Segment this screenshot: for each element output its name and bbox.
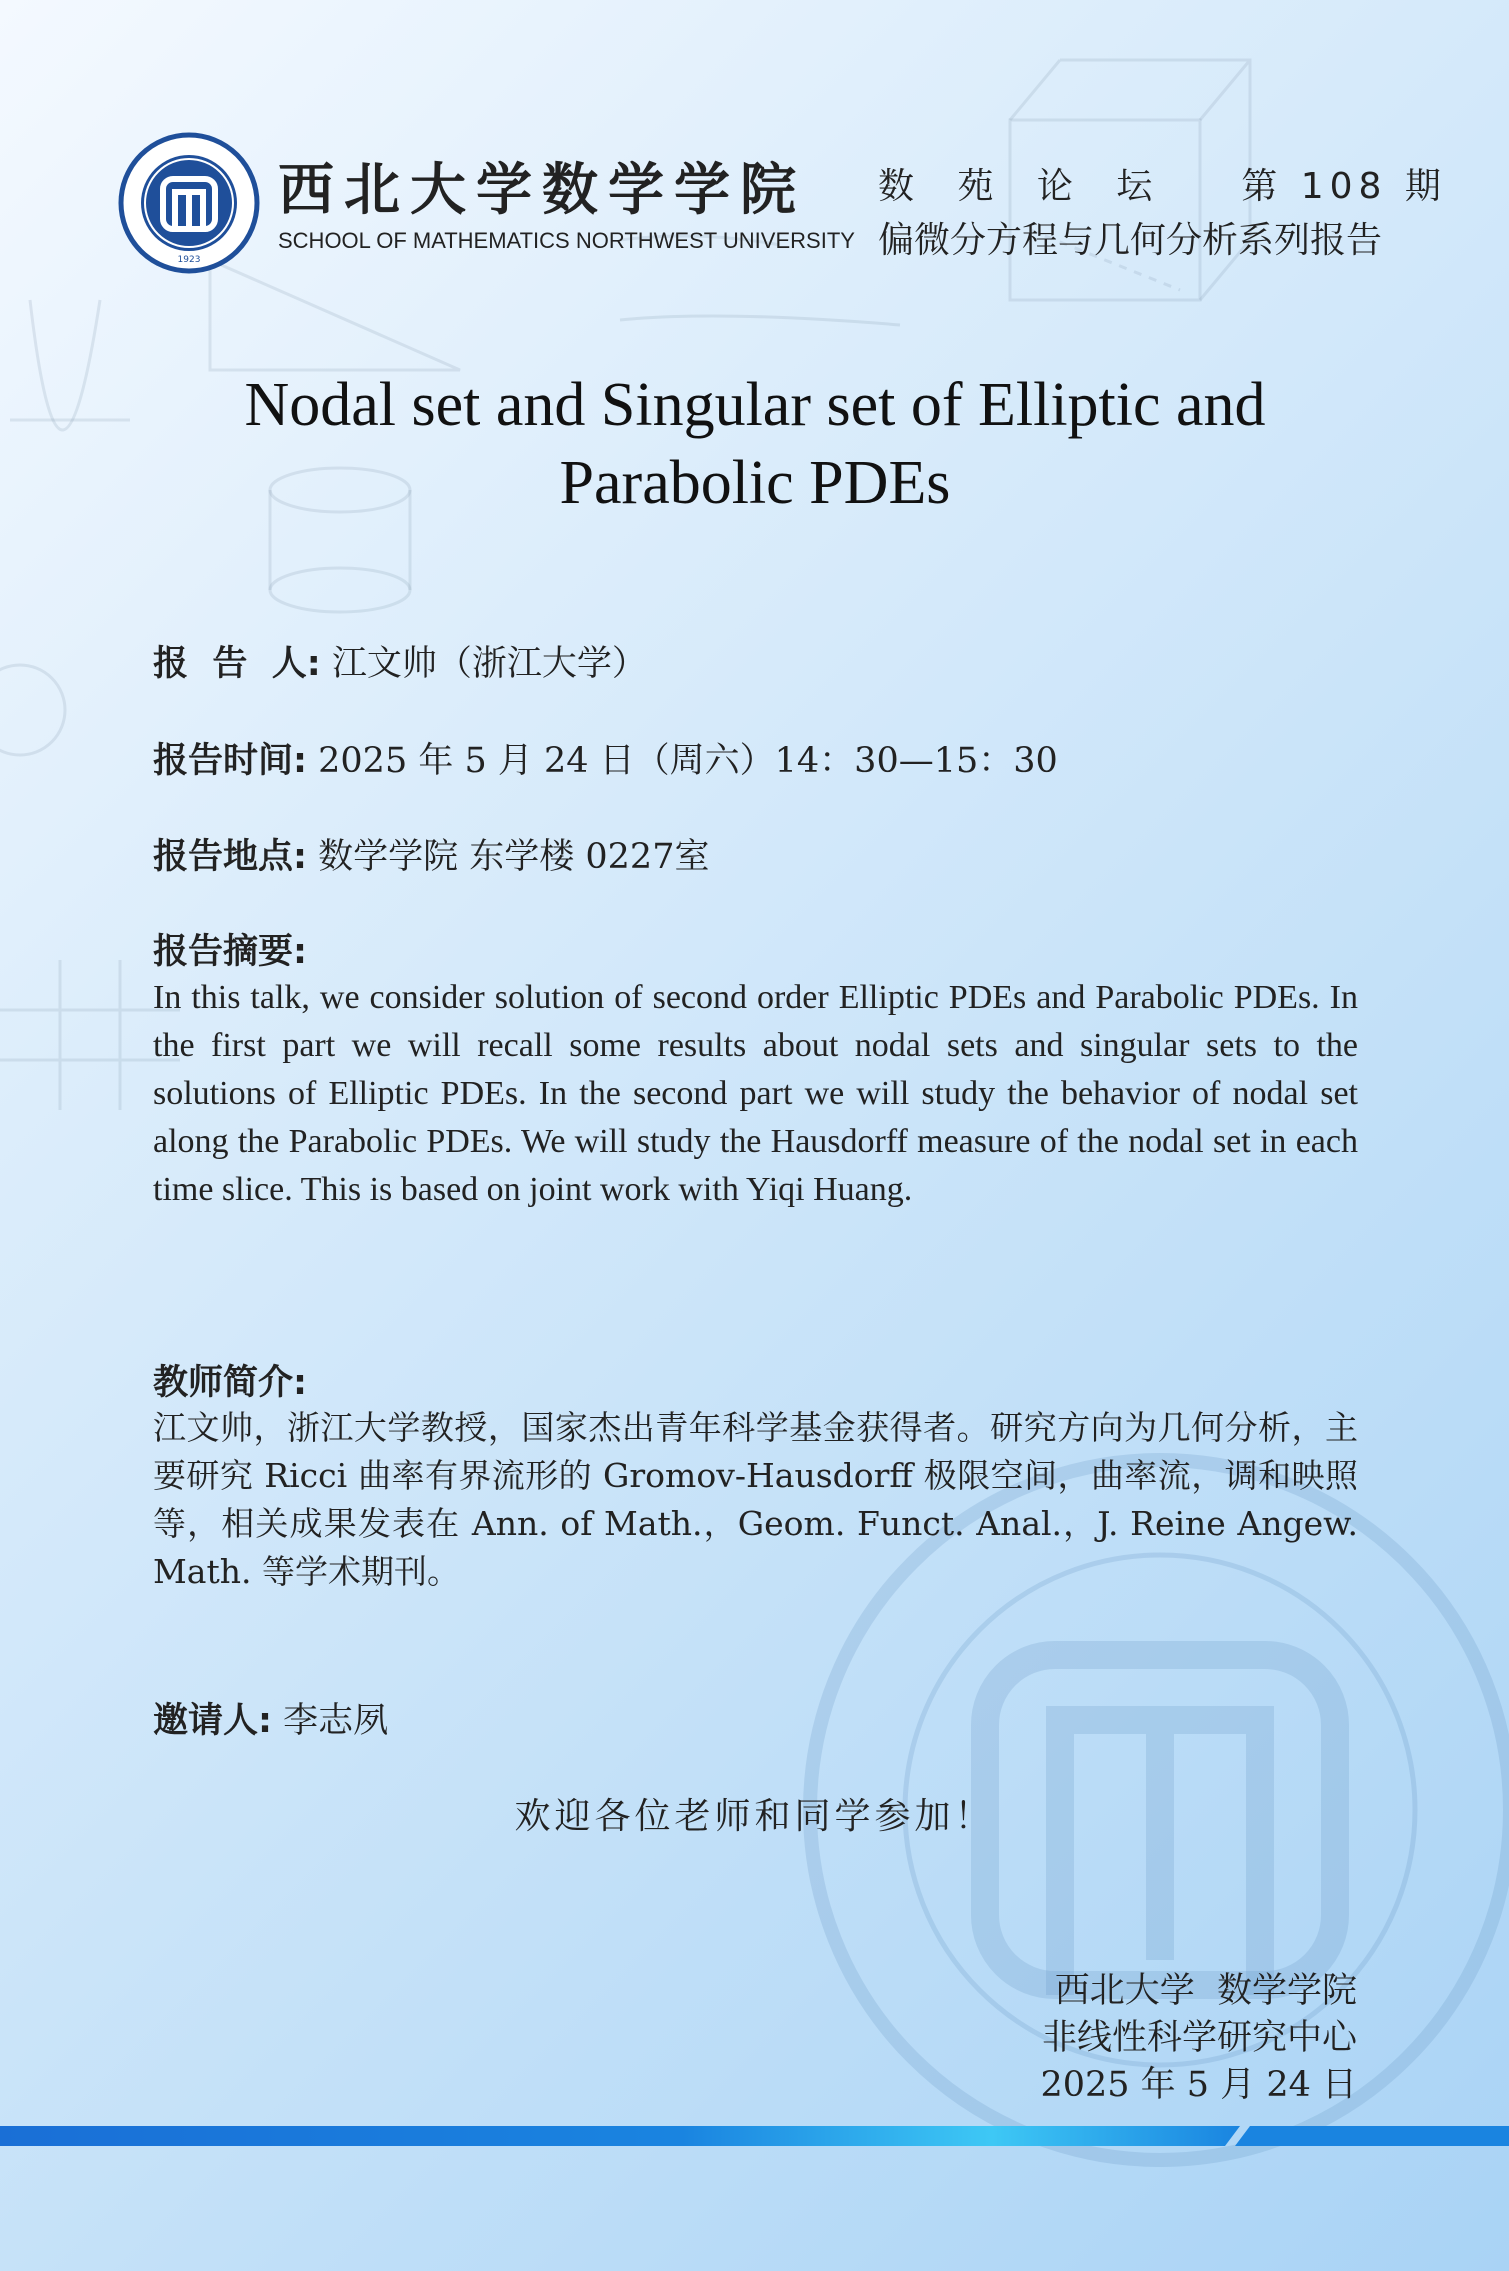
- series-title: 偏微分方程与几何分析系列报告: [878, 220, 1383, 261]
- organizer-line-1: 西北大学 数学学院: [1054, 1971, 1357, 2011]
- bio-text: 江文帅，浙江大学教授，国家杰出青年科学基金获得者。研究方向为几何分析，主要研究 Ricci 曲率有界流形的 Gromov-Hausdorff 极限空间，曲率流，调和映照等，相关成果发表在 Ann. of Math.，Geom. Funct. Anal.，J. Reine Angew. Math. 等学术期刊。: [153, 1408, 1358, 1591]
- place-label: 报告地点:: [153, 837, 307, 877]
- talk-title-line-2: Parabolic PDEs: [559, 449, 951, 517]
- inviter-value: 李志夙: [283, 1701, 389, 1741]
- place-row: [153, 829, 709, 879]
- bottom-stripe: [0, 2126, 1509, 2146]
- time-value: 2025 年 5 月 24 日（周六）14：30—15：30: [318, 741, 1058, 781]
- inviter-row: [153, 1693, 388, 1743]
- time-label: 报告时间:: [153, 741, 307, 781]
- speaker-row: [153, 636, 647, 686]
- forum-name: 数 苑 论 坛: [878, 166, 1169, 207]
- bio-label: 教师简介:: [153, 1363, 307, 1403]
- forum-issue-line: [878, 158, 1447, 209]
- organizer-block: [1040, 1968, 1357, 2109]
- organizer-line-2: 非线性科学研究中心: [1041, 2018, 1357, 2058]
- speaker-label: 报 告 人:: [153, 644, 321, 684]
- welcome-message: 欢迎各位老师和同学参加！: [514, 1796, 995, 1837]
- talk-title-line-1: Nodal set and Singular set of Elliptic and: [244, 371, 1266, 439]
- issue-number: 第 108 期: [1241, 166, 1447, 207]
- speaker-value: 江文帅（浙江大学）: [331, 644, 647, 684]
- inviter-label: 邀请人:: [153, 1701, 272, 1741]
- abstract-text: In this talk, we consider solution of second order Elliptic PDEs and Parabolic PDEs. In the first part we will recall some results about nodal sets and singular sets to the solutions of Elliptic PDEs. In the second part we will study the behavior of nodal set along the Parabolic PDEs. We will study the Hausdorff measure of the nodal set in each time slice. This is based on joint work with Yiqi Huang.: [153, 979, 1358, 1208]
- organizer-date: 2025 年 5 月 24 日: [1040, 2065, 1357, 2105]
- school-name-chinese: 西北大学数学学院: [278, 157, 806, 223]
- talk-title: [150, 366, 1360, 522]
- header: [118, 132, 1447, 282]
- logo-year: 1923: [177, 255, 201, 265]
- place-value: 数学学院 东学楼 0227室: [318, 837, 710, 877]
- university-logo: [118, 132, 260, 274]
- school-name-english: SCHOOL OF MATHEMATICS NORTHWEST UNIVERSITY: [278, 228, 855, 253]
- time-row: [153, 733, 1058, 783]
- abstract-label: 报告摘要:: [153, 932, 307, 972]
